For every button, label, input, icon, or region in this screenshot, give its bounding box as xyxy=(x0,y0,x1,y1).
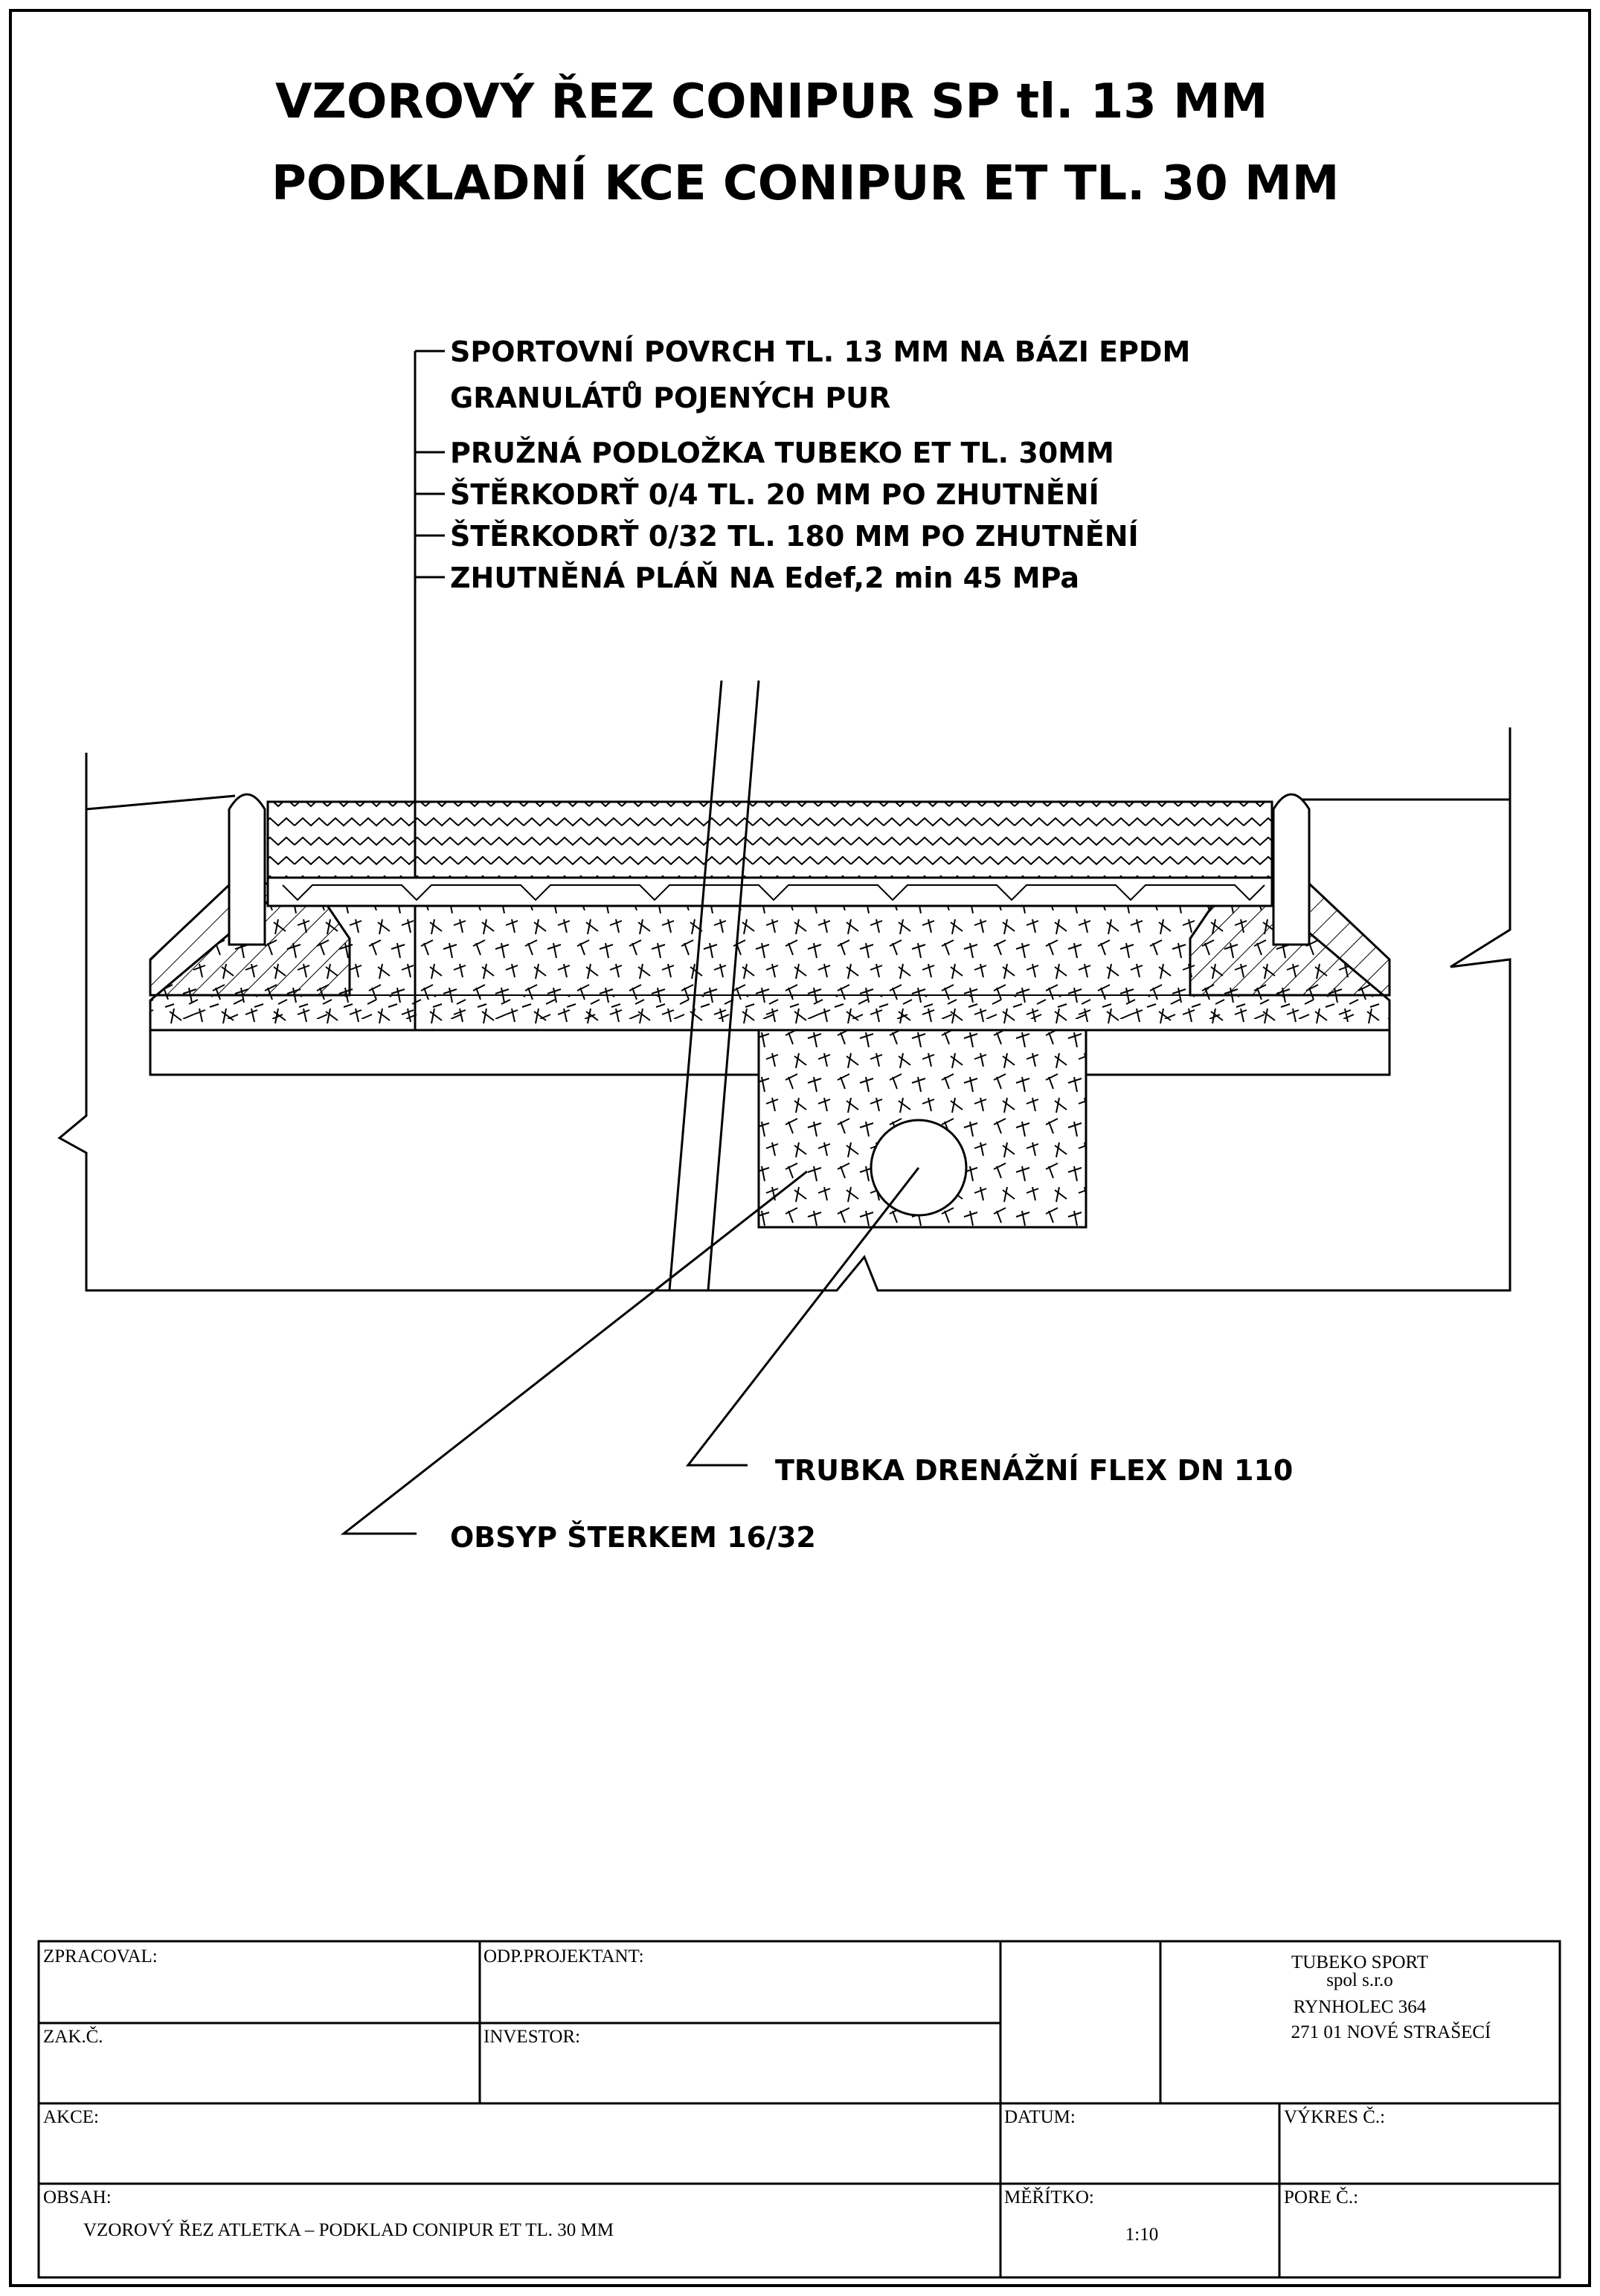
tb-meritko-value: 1:10 xyxy=(1125,2225,1159,2245)
tb-zak-c: ZAK.Č. xyxy=(43,2027,103,2047)
layer-labels xyxy=(450,335,1190,594)
title-line-2: PODKLADNÍ KCE CONIPUR ET TL. 30 MM xyxy=(272,156,1340,211)
callout-gravel-fill: OBSYP ŠTERKEM 16/32 xyxy=(450,1521,816,1554)
layer-label-subgrade: ZHUTNĚNÁ PLÁŇ NA Edef,2 min 45 MPa xyxy=(450,562,1080,594)
layer-label-gravel-0-4: ŠTĚRKODRŤ 0/4 TL. 20 MM PO ZHUTNĚNÍ xyxy=(450,478,1099,511)
layer-label-elastic-pad: PRUŽNÁ PODLOŽKA TUBEKO ET TL. 30MM xyxy=(450,437,1114,469)
tb-company-street: RYNHOLEC 364 xyxy=(1293,1997,1427,2017)
tb-obsah-value: VZOROVÝ ŘEZ ATLETKA – PODKLAD CONIPUR ET TL. 30 MM xyxy=(83,2220,614,2240)
tb-pore: PORE Č.: xyxy=(1284,2187,1359,2207)
tb-company-name: TUBEKO SPORT xyxy=(1291,1952,1428,1972)
layer-label-gravel-0-32: ŠTĚRKODRŤ 0/32 TL. 180 MM PO ZHUTNĚNÍ xyxy=(450,520,1139,553)
tb-datum: DATUM: xyxy=(1004,2107,1076,2127)
layer-label-surface-2: GRANULÁTŮ POJENÝCH PUR xyxy=(450,382,891,414)
title-line-1: VZOROVÝ ŘEZ CONIPUR SP tl. 13 MM xyxy=(275,74,1268,129)
callout-drain-pipe: TRUBKA DRENÁŽNÍ FLEX DN 110 xyxy=(775,1454,1294,1487)
tb-company-city: 271 01 NOVÉ STRAŠECÍ xyxy=(1291,2022,1491,2042)
tb-company-form: spol s.r.o xyxy=(1326,1970,1393,1990)
tb-investor: INVESTOR: xyxy=(483,2027,581,2047)
tb-meritko: MĚŘÍTKO: xyxy=(1004,2187,1094,2207)
tb-akce: AKCE: xyxy=(43,2107,99,2127)
tb-zpracoval: ZPRACOVAL: xyxy=(43,1946,158,1967)
layer-label-surface: SPORTOVNÍ POVRCH TL. 13 MM NA BÁZI EPDM xyxy=(450,335,1191,368)
tb-odp-projektant: ODP.PROJEKTANT: xyxy=(483,1946,644,1967)
tb-vykres: VÝKRES Č.: xyxy=(1284,2107,1386,2127)
cross-section xyxy=(60,681,1510,1290)
tb-obsah: OBSAH: xyxy=(43,2187,112,2207)
title-block-text xyxy=(43,1946,1491,2245)
